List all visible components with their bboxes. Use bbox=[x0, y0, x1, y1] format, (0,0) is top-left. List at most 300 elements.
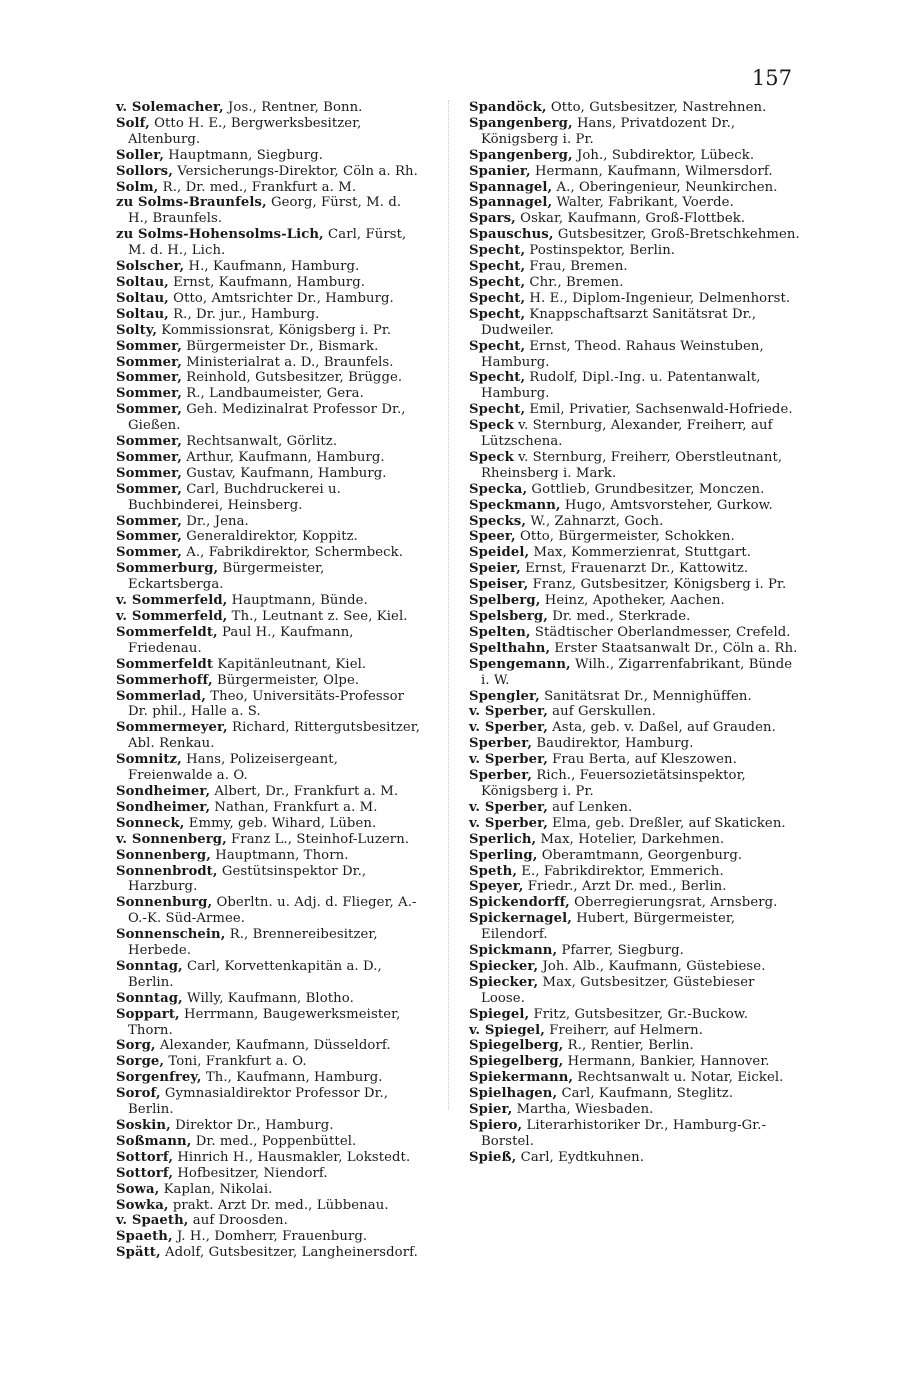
entry-name: Sommerlad, bbox=[116, 688, 206, 704]
entry-name: v. Sperber, bbox=[469, 752, 548, 768]
entry-details: Elma, geb. Dreßler, auf Skaticken. bbox=[547, 815, 786, 831]
entry-details: Franz, Gutsbesitzer, Königsberg i. Pr. bbox=[528, 577, 787, 593]
directory-entry bbox=[116, 1182, 421, 1198]
entry-name: Sommer, bbox=[116, 386, 182, 402]
directory-entry bbox=[469, 529, 802, 545]
entry-details: Rich., Feuersozietätsinspektor, Königsberg i. Pr. bbox=[481, 768, 746, 799]
entry-details: Gutsbesitzer, Groß-Bretschkehmen. bbox=[553, 227, 800, 243]
entry-name: Spelthahn, bbox=[469, 640, 551, 656]
entry-name: Solm, bbox=[116, 179, 159, 195]
entry-name: Spengemann, bbox=[469, 656, 571, 672]
entry-details: Walter, Fabrikant, Voerde. bbox=[552, 195, 734, 211]
directory-entry bbox=[116, 593, 421, 609]
entry-name: Speier, bbox=[469, 561, 521, 577]
entry-details: Th., Kaufmann, Hamburg. bbox=[201, 1070, 383, 1086]
directory-entry bbox=[116, 450, 421, 466]
entry-name: Solty, bbox=[116, 322, 158, 338]
entry-details: Bürgermeister Dr., Bismark. bbox=[181, 338, 379, 354]
entry-name: Spiecker, bbox=[469, 974, 539, 990]
directory-entry bbox=[116, 1007, 421, 1039]
entry-name: v. Solemacher, bbox=[116, 100, 224, 115]
entry-name: Somnitz, bbox=[116, 752, 182, 768]
entry-details: Kommissionsrat, Königsberg i. Pr. bbox=[157, 322, 392, 338]
directory-entry bbox=[469, 1070, 802, 1086]
entry-details: Städtischer Oberlandmesser, Crefeld. bbox=[530, 624, 791, 640]
entry-name: Spelberg, bbox=[469, 593, 541, 609]
entry-name: Spannagel, bbox=[469, 179, 553, 195]
entry-name: Sottorf, bbox=[116, 1165, 174, 1181]
directory-entry bbox=[116, 180, 421, 196]
directory-entry bbox=[469, 418, 802, 450]
entry-details: Freiherr, auf Helmern. bbox=[544, 1022, 704, 1038]
entry-details: W., Zahnarzt, Goch. bbox=[526, 513, 664, 529]
entry-name: Spangenberg, bbox=[469, 115, 573, 131]
directory-entry bbox=[469, 1038, 802, 1054]
directory-entry bbox=[116, 323, 421, 339]
directory-entry bbox=[469, 243, 802, 259]
directory-entry bbox=[469, 959, 802, 975]
directory-entry bbox=[116, 1150, 421, 1166]
entry-name: Spanier, bbox=[469, 163, 531, 179]
entry-details: Gustav, Kaufmann, Hamburg. bbox=[181, 465, 387, 481]
directory-entry bbox=[469, 1086, 802, 1102]
directory-entry bbox=[469, 641, 802, 657]
directory-entry bbox=[116, 402, 421, 434]
entry-details: Georg, Fürst, M. d. H., Braunfels. bbox=[128, 195, 402, 227]
directory-entry bbox=[116, 561, 421, 593]
directory-entry bbox=[469, 943, 802, 959]
directory-entry bbox=[116, 816, 421, 832]
entry-name: Specht, bbox=[469, 290, 526, 306]
entry-details: Gymnasialdirektor Professor Dr., Berlin. bbox=[128, 1086, 389, 1118]
entry-details: Baudirektor, Hamburg. bbox=[532, 736, 694, 752]
entry-details: R., Rentier, Berlin. bbox=[563, 1038, 694, 1054]
entry-details: auf Gerskullen. bbox=[547, 704, 656, 720]
directory-entry bbox=[116, 386, 421, 402]
directory-entry bbox=[116, 848, 421, 864]
entry-details: Max, Hotelier, Darkehmen. bbox=[536, 831, 725, 847]
entry-details: Arthur, Kaufmann, Hamburg. bbox=[181, 449, 385, 465]
directory-entry bbox=[469, 704, 802, 720]
entry-details: Carl, Korvettenkapitän a. D., Berlin. bbox=[128, 958, 382, 990]
entry-details: Hans, Privatdozent Dr., Königsberg i. Pr. bbox=[481, 115, 736, 147]
directory-entry bbox=[469, 657, 802, 689]
entry-name: Speth, bbox=[469, 863, 518, 879]
entry-details: Carl, Buchdruckerei u. Buchbinderei, Heinsberg. bbox=[128, 481, 341, 513]
directory-entry bbox=[469, 195, 802, 211]
entry-name: Soller, bbox=[116, 147, 165, 163]
directory-entry bbox=[116, 864, 421, 896]
directory-entry bbox=[469, 498, 802, 514]
directory-entry bbox=[469, 402, 802, 418]
entry-details: Knappschaftsarzt Sanitätsrat Dr., Dudweiler. bbox=[481, 306, 757, 338]
entry-name: v. Sperber, bbox=[469, 799, 548, 815]
directory-entry bbox=[469, 545, 802, 561]
entry-name: Spickernagel, bbox=[469, 911, 572, 927]
entry-name: Sommer, bbox=[116, 481, 182, 497]
entry-name: Sorg, bbox=[116, 1038, 156, 1054]
entry-name: Speck bbox=[469, 418, 514, 434]
entry-details: R., Landbaumeister, Gera. bbox=[181, 386, 364, 402]
entry-name: Spiekermann, bbox=[469, 1070, 574, 1086]
directory-entry bbox=[469, 1102, 802, 1118]
directory-entry bbox=[469, 482, 802, 498]
entry-name: Speck bbox=[469, 449, 514, 465]
entry-name: v. Spaeth, bbox=[116, 1213, 189, 1229]
entry-name: v. Spiegel, bbox=[469, 1022, 545, 1038]
directory-entry bbox=[116, 466, 421, 482]
entry-details: Th., Leutnant z. See, Kiel. bbox=[227, 609, 408, 624]
entry-name: Soltau, bbox=[116, 290, 169, 306]
entry-details: Kapitänleutnant, Kiel. bbox=[213, 656, 367, 672]
entry-details: Richard, Rittergutsbesitzer, Abl. Renkau. bbox=[128, 720, 421, 752]
directory-entry bbox=[116, 275, 421, 291]
directory-entry bbox=[469, 800, 802, 816]
entry-name: Sommer, bbox=[116, 449, 182, 465]
entry-name: Specka, bbox=[469, 481, 528, 497]
entry-name: Specht, bbox=[469, 370, 526, 386]
entry-name: Spauschus, bbox=[469, 227, 554, 243]
entry-name: Solf, bbox=[116, 115, 150, 131]
directory-entry bbox=[469, 895, 802, 911]
directory-entry bbox=[469, 752, 802, 768]
directory-entry bbox=[116, 1229, 421, 1245]
directory-entry bbox=[116, 959, 421, 991]
entry-name: Spelten, bbox=[469, 624, 531, 640]
entry-details: prakt. Arzt Dr. med., Lübbenau. bbox=[168, 1197, 389, 1213]
entry-name: zu Solms-Braunfels, bbox=[116, 195, 267, 211]
entry-details: Hans, Polizeisergeant, Freienwalde a. O. bbox=[128, 752, 338, 784]
directory-entry bbox=[469, 609, 802, 625]
entry-details: A., Fabrikdirektor, Schermbeck. bbox=[181, 545, 404, 561]
entry-name: Sommer, bbox=[116, 465, 182, 481]
entry-details: Frau, Bremen. bbox=[525, 259, 628, 275]
directory-entry bbox=[469, 1054, 802, 1070]
entry-name: Sonntag, bbox=[116, 990, 183, 1006]
entry-name: Spielhagen, bbox=[469, 1086, 558, 1102]
entry-name: Soskin, bbox=[116, 1118, 171, 1133]
directory-entry bbox=[116, 625, 421, 657]
entry-details: Albert, Dr., Frankfurt a. M. bbox=[210, 783, 399, 799]
entry-name: Sorof, bbox=[116, 1086, 161, 1102]
entry-details: Toni, Frankfurt a. O. bbox=[164, 1054, 307, 1070]
directory-entry bbox=[116, 545, 421, 561]
entry-name: Spickmann, bbox=[469, 943, 558, 959]
directory-entry bbox=[469, 816, 802, 832]
column-divider bbox=[448, 100, 449, 1110]
entry-name: Sommerhoff, bbox=[116, 672, 213, 688]
entry-name: Specht, bbox=[469, 338, 526, 354]
entry-details: v. Sternburg, Freiherr, Oberstleutnant, Rheinsberg i. Mark. bbox=[481, 449, 783, 481]
entry-details: Nathan, Frankfurt a. M. bbox=[210, 799, 378, 815]
directory-entry bbox=[469, 593, 802, 609]
entry-name: Sowa, bbox=[116, 1181, 160, 1197]
entry-details: A., Oberingenieur, Neunkirchen. bbox=[552, 179, 778, 195]
directory-entry bbox=[116, 1166, 421, 1182]
directory-entry bbox=[469, 975, 802, 1007]
entry-details: Fritz, Gutsbesitzer, Gr.-Buckow. bbox=[529, 1006, 749, 1022]
directory-entry bbox=[116, 689, 421, 721]
directory-entry bbox=[469, 768, 802, 800]
directory-entry bbox=[469, 1150, 802, 1166]
entry-details: Hermann, Kaufmann, Wilmersdorf. bbox=[530, 163, 773, 179]
entry-details: Asta, geb. v. Daßel, auf Grauden. bbox=[547, 720, 776, 736]
entry-details: Hofbesitzer, Niendorf. bbox=[173, 1165, 328, 1181]
entry-name: Spickendorff, bbox=[469, 895, 570, 911]
entry-name: Spier, bbox=[469, 1102, 513, 1118]
entry-details: Reinhold, Gutsbesitzer, Brügge. bbox=[181, 370, 403, 386]
entry-details: Friedr., Arzt Dr. med., Berlin. bbox=[523, 879, 727, 895]
entry-name: zu Solms-Hohensolms-Lich, bbox=[116, 227, 324, 243]
entry-details: Hauptmann, Thorn. bbox=[210, 847, 349, 863]
entry-name: Sonnenbrodt, bbox=[116, 863, 218, 879]
directory-entry bbox=[469, 370, 802, 402]
entry-details: Otto, Bürgermeister, Schokken. bbox=[515, 529, 735, 545]
left-column bbox=[116, 100, 421, 1261]
page-number: 157 bbox=[751, 66, 792, 90]
entry-details: Dr., Jena. bbox=[181, 513, 249, 529]
directory-entry bbox=[116, 339, 421, 355]
right-column bbox=[469, 100, 802, 1166]
entry-details: Oberltn. u. Adj. d. Flieger, A.-O.-K. Süd-Armee. bbox=[128, 895, 417, 927]
directory-entry bbox=[469, 259, 802, 275]
directory-entry bbox=[116, 752, 421, 784]
entry-name: v. Sperber, bbox=[469, 815, 548, 831]
entry-name: Soltau, bbox=[116, 306, 169, 322]
directory-entry bbox=[116, 1245, 421, 1261]
directory-entry bbox=[469, 180, 802, 196]
directory-entry bbox=[116, 991, 421, 1007]
directory-entry bbox=[116, 832, 421, 848]
entry-details: Kaplan, Nikolai. bbox=[159, 1181, 273, 1197]
directory-entry bbox=[469, 339, 802, 371]
entry-details: Versicherungs-Direktor, Cöln a. Rh. bbox=[172, 163, 418, 179]
directory-entry bbox=[469, 879, 802, 895]
directory-entry bbox=[116, 927, 421, 959]
directory-entry bbox=[116, 609, 421, 625]
entry-name: Sommer, bbox=[116, 529, 182, 545]
entry-details: Joh. Alb., Kaufmann, Güstebiese. bbox=[538, 958, 766, 974]
directory-entry bbox=[469, 911, 802, 943]
entry-details: Hauptmann, Siegburg. bbox=[164, 147, 324, 163]
entry-name: Sommer, bbox=[116, 513, 182, 529]
entry-name: Solscher, bbox=[116, 259, 185, 275]
directory-entry bbox=[469, 561, 802, 577]
entry-name: Sonnenschein, bbox=[116, 927, 226, 943]
entry-details: Hugo, Amtsvorsteher, Gurkow. bbox=[560, 497, 773, 513]
directory-entry bbox=[469, 450, 802, 482]
directory-entry bbox=[116, 148, 421, 164]
entry-details: Willy, Kaufmann, Blotho. bbox=[182, 990, 354, 1006]
entry-details: Rechtsanwalt u. Notar, Eickel. bbox=[573, 1070, 784, 1086]
entry-name: Spiecker, bbox=[469, 958, 539, 974]
entry-details: R., Brennereibesitzer, Herbede. bbox=[128, 927, 378, 959]
entry-details: Rechtsanwalt, Görlitz. bbox=[181, 434, 338, 450]
entry-details: Alexander, Kaufmann, Düsseldorf. bbox=[155, 1038, 391, 1054]
entry-name: Sperber, bbox=[469, 736, 533, 752]
directory-entry bbox=[116, 1134, 421, 1150]
entry-details: Dr. med., Poppenbüttel. bbox=[191, 1133, 357, 1149]
entry-name: Sommerfeldt bbox=[116, 656, 214, 672]
entry-name: Sonnenberg, bbox=[116, 847, 211, 863]
directory-entry bbox=[116, 116, 421, 148]
directory-entry bbox=[116, 657, 421, 673]
entry-details: Hauptmann, Bünde. bbox=[227, 593, 368, 609]
directory-entry bbox=[116, 1054, 421, 1070]
directory-entry bbox=[469, 864, 802, 880]
directory-entry bbox=[116, 1118, 421, 1134]
entry-details: Chr., Bremen. bbox=[525, 274, 624, 290]
entry-details: Sanitätsrat Dr., Mennighüffen. bbox=[539, 688, 752, 704]
directory-entry bbox=[116, 800, 421, 816]
entry-name: Spaeth, bbox=[116, 1229, 173, 1245]
directory-entry bbox=[116, 370, 421, 386]
entry-details: Ministerialrat a. D., Braunfels. bbox=[181, 354, 394, 370]
directory-entry bbox=[469, 832, 802, 848]
entry-details: Jos., Rentner, Bonn. bbox=[223, 100, 363, 115]
entry-details: Carl, Fürst, M. d. H., Lich. bbox=[128, 227, 407, 259]
entry-name: Spengler, bbox=[469, 688, 540, 704]
entry-details: Oberregierungsrat, Arnsberg. bbox=[569, 895, 778, 911]
entry-details: Hermann, Bankier, Hannover. bbox=[563, 1054, 770, 1070]
entry-name: Spiegelberg, bbox=[469, 1038, 564, 1054]
entry-name: Sondheimer, bbox=[116, 783, 211, 799]
entry-name: Sommer, bbox=[116, 370, 182, 386]
directory-entry bbox=[116, 1070, 421, 1086]
entry-name: Spelsberg, bbox=[469, 609, 548, 624]
directory-entry bbox=[469, 291, 802, 307]
entry-details: Hubert, Bürgermeister, Eilendorf. bbox=[481, 911, 736, 943]
directory-entry bbox=[469, 116, 802, 148]
entry-details: auf Droosden. bbox=[188, 1213, 288, 1229]
directory-entry bbox=[116, 259, 421, 275]
entry-details: Ernst, Theod. Rahaus Weinstuben, Hamburg. bbox=[481, 338, 764, 370]
entry-name: Sperlich, bbox=[469, 831, 537, 847]
entry-name: Spandöck, bbox=[469, 100, 547, 115]
entry-name: Sommer, bbox=[116, 354, 182, 370]
entry-details: J. H., Domherr, Frauenburg. bbox=[172, 1229, 368, 1245]
entry-name: Sorgenfrey, bbox=[116, 1070, 202, 1086]
entry-name: v. Sommerfeld, bbox=[116, 609, 228, 624]
directory-entry bbox=[116, 195, 421, 227]
directory-entry bbox=[469, 227, 802, 243]
directory-entry bbox=[116, 434, 421, 450]
entry-details: Martha, Wiesbaden. bbox=[512, 1102, 654, 1118]
entry-details: Otto, Gutsbesitzer, Nastrehnen. bbox=[546, 100, 767, 115]
entry-name: Specht, bbox=[469, 243, 526, 259]
entry-details: Oberamtmann, Georgenburg. bbox=[537, 847, 743, 863]
directory-entry bbox=[116, 529, 421, 545]
entry-name: Sommer, bbox=[116, 434, 182, 450]
entry-name: v. Sommerfeld, bbox=[116, 593, 228, 609]
directory-entry bbox=[469, 100, 802, 116]
entry-name: Sperling, bbox=[469, 847, 538, 863]
directory-entry bbox=[469, 625, 802, 641]
entry-details: Joh., Subdirektor, Lübeck. bbox=[572, 147, 755, 163]
entry-details: Hinrich H., Hausmakler, Lokstedt. bbox=[173, 1149, 411, 1165]
entry-name: v. Sonnenberg, bbox=[116, 831, 227, 847]
entry-details: Gottlieb, Grundbesitzer, Monczen. bbox=[527, 481, 765, 497]
entry-details: H. E., Diplom-Ingenieur, Delmenhorst. bbox=[525, 290, 791, 306]
directory-entry bbox=[116, 784, 421, 800]
entry-name: Spiero, bbox=[469, 1118, 523, 1133]
entry-details: Theo, Universitäts-Professor Dr. phil., Halle a. S. bbox=[128, 688, 405, 720]
entry-name: Soßmann, bbox=[116, 1133, 192, 1149]
directory-entry bbox=[116, 291, 421, 307]
entry-details: Otto, Amtsrichter Dr., Hamburg. bbox=[168, 290, 394, 306]
entry-name: Spiegelberg, bbox=[469, 1054, 564, 1070]
directory-entry bbox=[469, 164, 802, 180]
entry-name: Sollors, bbox=[116, 163, 173, 179]
entry-name: Spiegel, bbox=[469, 1006, 530, 1022]
directory-entry bbox=[469, 1118, 802, 1150]
entry-details: Otto H. E., Bergwerksbesitzer, Altenburg. bbox=[128, 115, 362, 147]
entry-name: Sonneck, bbox=[116, 815, 185, 831]
entry-details: Postinspektor, Berlin. bbox=[525, 243, 676, 259]
entry-details: Oskar, Kaufmann, Groß-Flottbek. bbox=[515, 211, 746, 227]
directory-entry bbox=[469, 720, 802, 736]
entry-details: Max, Kommerzienrat, Stuttgart. bbox=[529, 545, 752, 561]
directory-entry bbox=[116, 164, 421, 180]
entry-details: Emmy, geb. Wihard, Lüben. bbox=[184, 815, 377, 831]
entry-details: Direktor Dr., Hamburg. bbox=[170, 1118, 334, 1133]
directory-entry bbox=[469, 275, 802, 291]
directory-entry bbox=[116, 1086, 421, 1118]
entry-details: Carl, Eydtkuhnen. bbox=[516, 1149, 644, 1165]
entry-details: Literarhistoriker Dr., Hamburg-Gr.-Borstel. bbox=[481, 1118, 767, 1149]
entry-name: Specht, bbox=[469, 306, 526, 322]
entry-name: Specht, bbox=[469, 274, 526, 290]
directory-entry bbox=[116, 100, 421, 116]
entry-name: Specht, bbox=[469, 402, 526, 418]
entry-name: Sperber, bbox=[469, 768, 533, 784]
entry-details: H., Kaufmann, Hamburg. bbox=[184, 259, 360, 275]
entry-name: v. Sperber, bbox=[469, 720, 548, 736]
entry-details: Franz L., Steinhof-Luzern. bbox=[226, 831, 410, 847]
directory-entry bbox=[116, 514, 421, 530]
directory-entry bbox=[116, 355, 421, 371]
entry-details: Paul H., Kaufmann, Friedenau. bbox=[128, 624, 354, 656]
entry-details: Bürgermeister, Olpe. bbox=[212, 672, 360, 688]
entry-details: Bürgermeister, Eckartsberga. bbox=[128, 561, 325, 593]
entry-details: Frau Berta, auf Kleszowen. bbox=[547, 752, 737, 768]
entry-details: Dr. med., Sterkrade. bbox=[547, 609, 691, 624]
entry-details: Adolf, Gutsbesitzer, Langheinersdorf. bbox=[160, 1245, 418, 1261]
entry-name: Speer, bbox=[469, 529, 516, 545]
directory-entry bbox=[116, 673, 421, 689]
entry-name: v. Sperber, bbox=[469, 704, 548, 720]
directory-entry bbox=[116, 895, 421, 927]
entry-details: Heinz, Apotheker, Aachen. bbox=[540, 593, 725, 609]
directory-entry bbox=[469, 689, 802, 705]
directory-entry bbox=[116, 720, 421, 752]
entry-details: Pfarrer, Siegburg. bbox=[557, 943, 684, 959]
directory-entry bbox=[469, 736, 802, 752]
entry-name: Sonnenburg, bbox=[116, 895, 213, 911]
entry-name: Speidel, bbox=[469, 545, 530, 561]
entry-details: Geh. Medizinalrat Professor Dr., Gießen. bbox=[128, 402, 406, 434]
entry-details: Gestütsinspektor Dr., Harzburg. bbox=[128, 863, 367, 895]
directory-entry bbox=[116, 307, 421, 323]
directory-entry bbox=[469, 577, 802, 593]
entry-details: Carl, Kaufmann, Steglitz. bbox=[557, 1086, 734, 1102]
entry-details: Herrmann, Baugewerksmeister, Thorn. bbox=[128, 1006, 401, 1038]
directory-entry bbox=[469, 1007, 802, 1023]
directory-entry bbox=[469, 307, 802, 339]
entry-name: Sorge, bbox=[116, 1054, 165, 1070]
directory-entry bbox=[116, 482, 421, 514]
directory-entry bbox=[116, 1038, 421, 1054]
